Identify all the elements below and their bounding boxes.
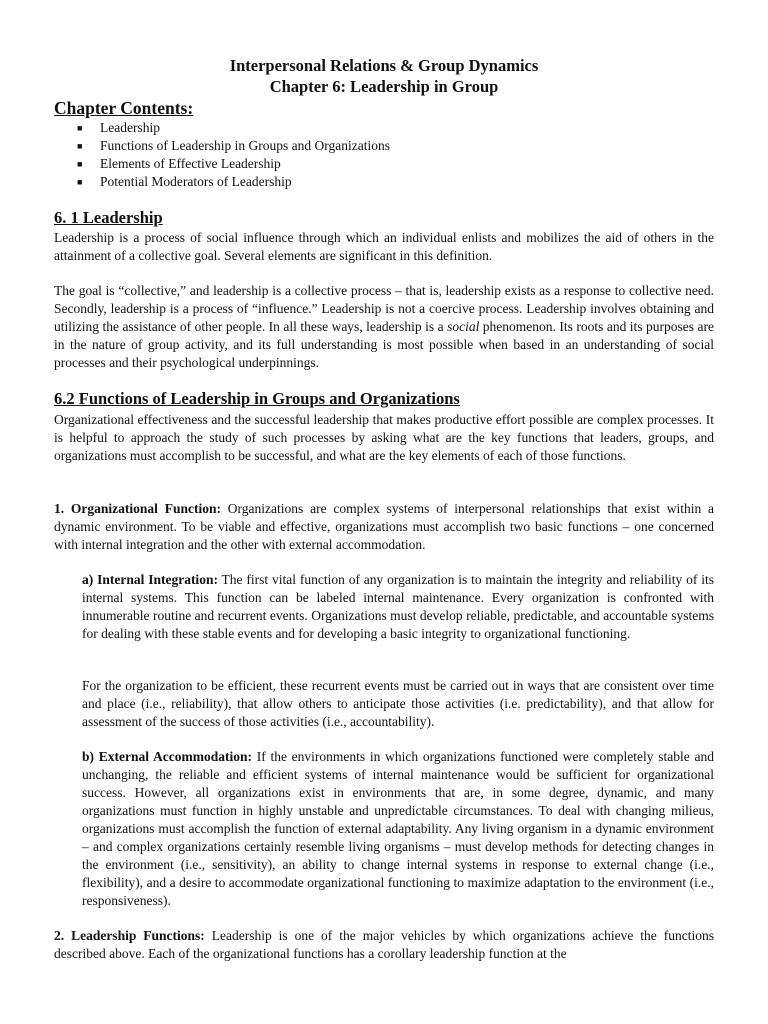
bullet-icon: ■: [77, 159, 83, 169]
bullet-icon: ■: [77, 177, 83, 187]
list-item: ■ Functions of Leadership in Groups and Organizations: [77, 138, 390, 153]
bullet-icon: ■: [77, 123, 83, 133]
paragraph: a) Internal Integration: The first vital function of any organization is to maintain the integrity and reliability of its internal systems. This function can be labeled internal maintenance. Every organization is confronted with innumerable routine and recurrent events. Organizations must develop reliable, predictable, and accountable systems for dealing with these stable events and for developing a basic integrity to organizational functioning.: [82, 572, 714, 641]
paragraph: 1. Organizational Function: Organizations are complex systems of interpersonal relationships that exist within a dynamic environment. To be viable and effective, organizations must accomplish two basic functions – one concerned with internal integration and the other with external accommodation.: [54, 501, 714, 552]
paragraph: The goal is “collective,” and leadership is a collective process – that is, leadership exists as a response to collective need. Secondly, leadership is a process of “influence.” Leadership is not a coercive process. Leadership involves obtaining and utilizing the assistance of other people. In all these ways, leadership is a social phenomenon. Its roots and its purposes are in the nature of group activity, and its full understanding is most possible when based in an understanding of social processes and their psychological underpinnings.: [54, 283, 714, 370]
list-item: ■ Elements of Effective Leadership: [77, 156, 281, 171]
contents-list: [54, 119, 390, 191]
paragraph: Organizational effectiveness and the successful leadership that makes productive effort possible are complex processes. It is helpful to approach the study of such processes by asking what are the key functions that leaders, groups, and organizations must accomplish to be successful, and what are the key elements of each of those functions.: [54, 412, 714, 463]
bullet-icon: ■: [77, 141, 83, 151]
section-heading-functions: 6.2 Functions of Leadership in Groups and Organizations: [54, 389, 460, 408]
paragraph: 2. Leadership Functions: Leadership is one of the major vehicles by which organizations achieve the functions described above. Each of the organizational functions has a corollary leadership function at the: [54, 928, 714, 961]
contents-heading: Chapter Contents:: [54, 98, 194, 118]
document-header: [0, 55, 768, 97]
paragraph: b) External Accommodation: If the environments in which organizations functioned were completely stable and unchanging, the reliable and efficient systems of internal maintenance would be sufficient for organizational success. However, all organizations exist in environments that are, in some degree, dynamic, and many organizations must function in highly unstable and unpredictable circumstances. To deal with changing milieus, organizations must accomplish the function of external adaptability. Any living organism in a dynamic environment – and complex organizations certainly resemble living organisms – must develop methods for detecting changes in the environment (i.e., sensitivity), an ability to change internal systems in response to external change (i.e., flexibility), and a desire to accommodate organizational functioning to maximize adaptation to the environment (i.e., responsiveness).: [82, 749, 714, 908]
section-heading-leadership: 6. 1 Leadership: [54, 208, 163, 227]
chapter-title: Chapter 6: Leadership in Group: [269, 77, 499, 96]
list-item: ■ Potential Moderators of Leadership: [77, 174, 292, 189]
list-item: ■ Leadership: [77, 120, 160, 135]
document-title: Interpersonal Relations & Group Dynamics: [229, 56, 539, 75]
paragraph: Leadership is a process of social influence through which an individual enlists and mobilizes the aid of others in the attainment of a collective goal. Several elements are significant in this definition.: [54, 230, 714, 263]
paragraph: For the organization to be efficient, these recurrent events must be carried out in ways that are consistent over time and place (i.e., reliability), that allow others to anticipate those activities (i.e. predictability), and that allow for assessment of the success of those activities (i.e., accountability).: [82, 678, 714, 729]
